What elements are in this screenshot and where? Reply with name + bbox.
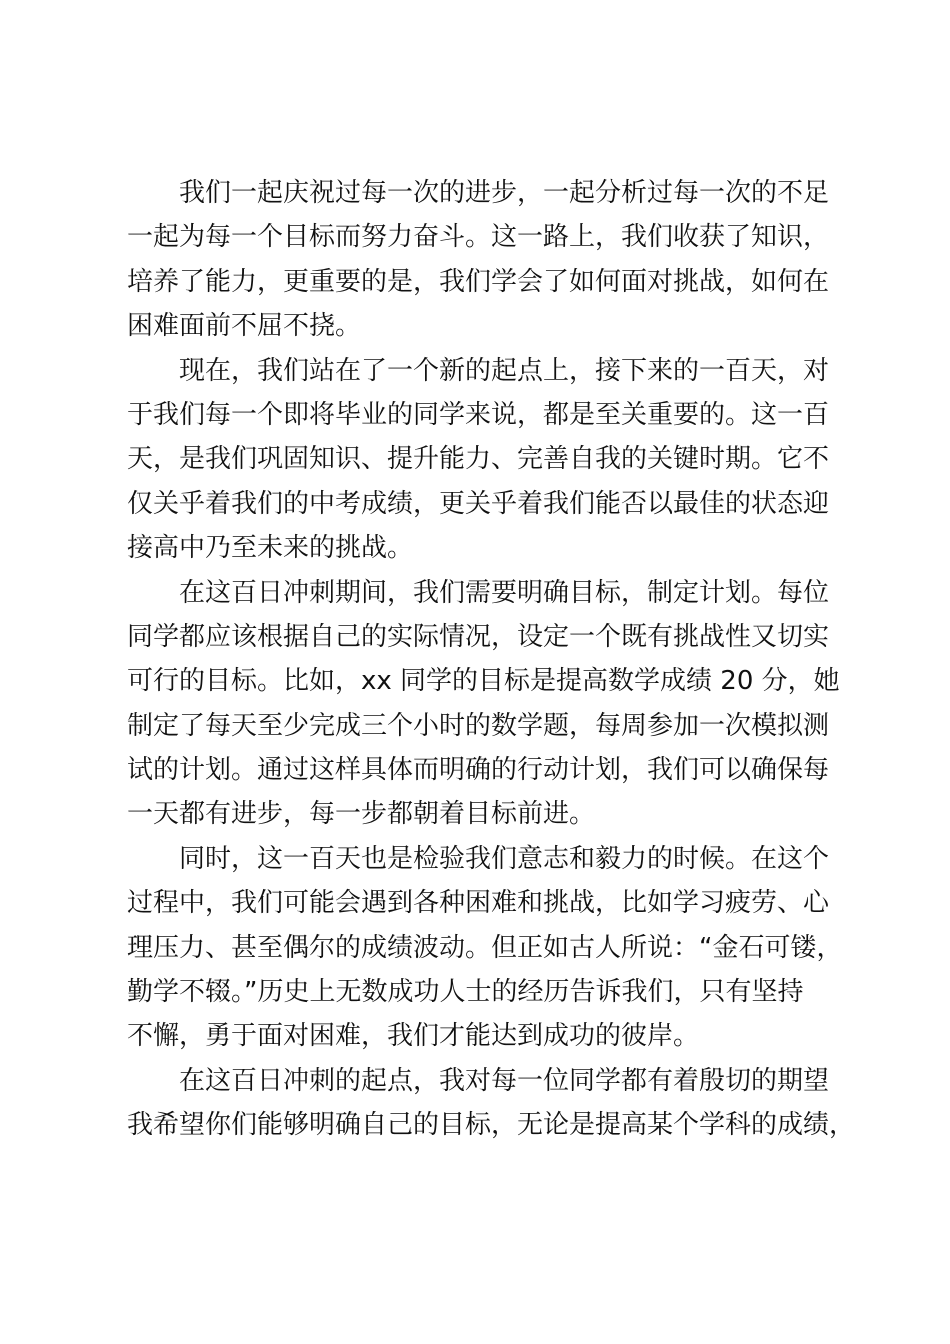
text-line: 不懈，勇于面对困难，我们才能达到成功的彼岸。 — [127, 1021, 700, 1052]
text-line: 可行的目标。比如，xx 同学的目标是提高数学成绩 20 分，她 — [127, 666, 840, 697]
paragraph-3 — [127, 571, 857, 837]
text-line: 仅关乎着我们的中考成绩，更关乎着我们能否以最佳的状态迎 — [127, 488, 830, 519]
text-line: 我们一起庆祝过每一次的进步，一起分析过每一次的不足 — [179, 178, 830, 208]
text-line: 接高中乃至未来的挑战。 — [127, 533, 414, 564]
paragraph-4 — [127, 837, 857, 1059]
text-line: 于我们每一个即将毕业的同学来说，都是至关重要的。这一百 — [127, 399, 830, 430]
document-body — [127, 171, 857, 1148]
text-line: 现在，我们站在了一个新的起点上，接下来的一百天，对 — [179, 355, 830, 386]
text-line: 培养了能力，更重要的是，我们学会了如何面对挑战，如何在 — [127, 266, 830, 297]
text-line: 一起为每一个目标而努力奋斗。这一路上，我们收获了知识， — [127, 222, 830, 253]
text-line: 在这百日冲刺期间，我们需要明确目标，制定计划。每位 — [179, 577, 830, 608]
paragraph-5 — [127, 1059, 857, 1148]
text-line: 过程中，我们可能会遇到各种困难和挑战，比如学习疲劳、心 — [127, 888, 830, 919]
text-line: 天，是我们巩固知识、提升能力、完善自我的关键时期。它不 — [127, 444, 830, 475]
text-line: 理压力、甚至偶尔的成绩波动。但正如古人所说：“金石可镂， — [127, 932, 843, 963]
text-line: 同学都应该根据自己的实际情况，设定一个既有挑战性又切实 — [127, 621, 830, 652]
text-line: 困难面前不屈不挠。 — [127, 311, 362, 342]
paragraph-1 — [127, 171, 857, 349]
text-line: 同时，这一百天也是检验我们意志和毅力的时候。在这个 — [179, 843, 830, 874]
text-line: 一天都有进步，每一步都朝着目标前进。 — [127, 799, 596, 830]
text-line: 我希望你们能够明确自己的目标，无论是提高某个学科的成绩， — [127, 1110, 856, 1141]
text-line: 勤学不辍。”历史上无数成功人士的经历告诉我们，只有坚持 — [127, 977, 804, 1008]
paragraph-2 — [127, 349, 857, 571]
text-line: 制定了每天至少完成三个小时的数学题，每周参加一次模拟测 — [127, 710, 830, 741]
text-line: 在这百日冲刺的起点，我对每一位同学都有着殷切的期望 — [179, 1065, 830, 1096]
text-line: 试的计划。通过这样具体而明确的行动计划，我们可以确保每 — [127, 755, 830, 786]
